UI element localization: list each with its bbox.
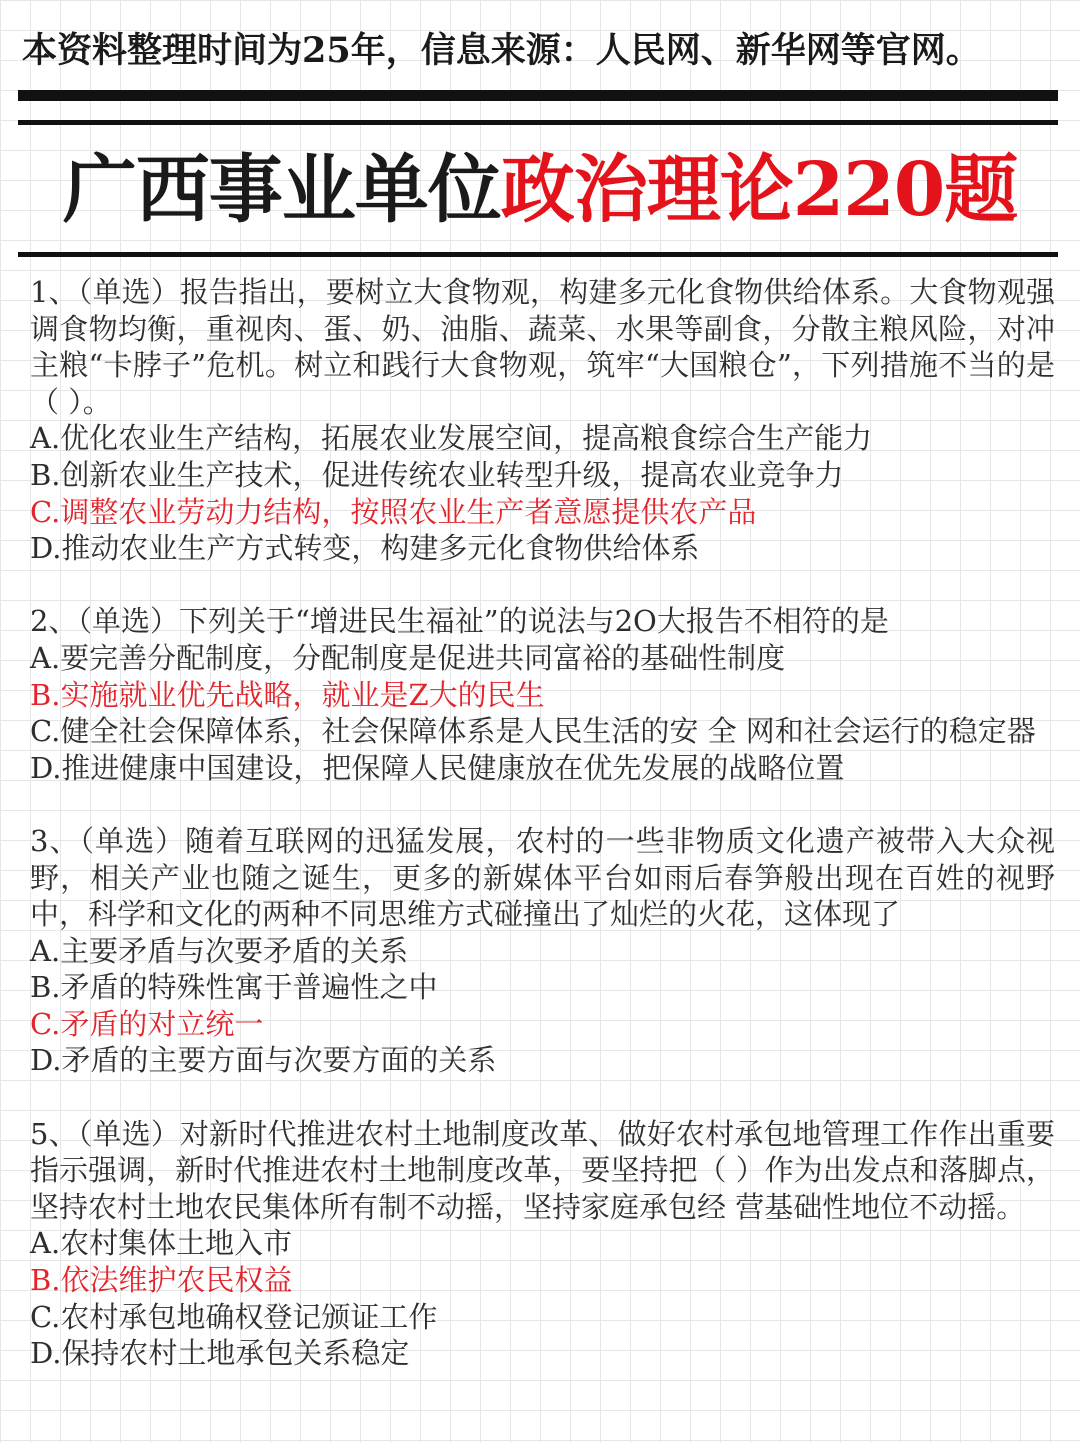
question-5 (30, 1116, 1055, 1372)
question-stem: 2、（单选）下列关于“增进民生福祉”的说法与2O大报告不相符的是 (30, 604, 889, 639)
option-a: A.要完善分配制度，分配制度是促进共同富裕的基础性制度 (30, 640, 786, 675)
question-1 (30, 274, 1055, 567)
option-a: A.主要矛盾与次要矛盾的关系 (30, 933, 409, 968)
option-c: C.农村承包地确权登记颁证工作 (30, 1299, 438, 1334)
title-red-part: 政治理论220题 (500, 147, 1018, 233)
option-a: A.优化农业生产结构，拓展农业发展空间，提高粮食综合生产能力 (30, 421, 873, 456)
page-title (0, 140, 1080, 240)
option-b: B.创新农业生产技术，促进传统农业转型升级，提高农业竞争力 (30, 457, 844, 492)
question-list (30, 274, 1055, 1372)
option-d: D.推进健康中国建设，把保障人民健康放在优先发展的战略位置 (30, 750, 845, 785)
question-stem: 5、（单选）对新时代推进农村土地制度改革、做好农村承包地管理工作作出重要指示强调，新时代推进农村土地制度改革，要坚持把（ ）作为出发点和落脚点，坚持农村土地农民集体所有制不动摇，坚持家庭承包经 营基础性地位不动摇。 (30, 1116, 1055, 1224)
option-b: B.矛盾的特殊性寓于普遍性之中 (30, 970, 438, 1005)
option-d: D.推动农业生产方式转变，构建多元化食物供给体系 (30, 531, 700, 566)
option-b-correct: B.实施就业优先战略，就业是Z大的民生 (30, 677, 545, 712)
option-c-correct: C.调整农业劳动力结构，按照农业生产者意愿提供农产品 (30, 494, 757, 529)
option-b-correct: B.依法维护农民权益 (30, 1263, 293, 1298)
question-stem: 1、（单选）报告指出，要树立大食物观，构建多元化食物供给体系。大食物观强调食物均衡，重视肉、蛋、奶、油脂、蔬菜、水果等副食，分散主粮风险，对冲主粮“卡脖子”危机。树立和践行大食物观，筑牢“大国粮仓”，下列措施不当的是（ ）。 (30, 275, 1055, 419)
thin-divider-bottom (18, 252, 1058, 257)
question-2 (30, 603, 1055, 786)
option-d: D.矛盾的主要方面与次要方面的关系 (30, 1043, 497, 1078)
thin-divider-top (18, 120, 1058, 125)
question-3 (30, 823, 1055, 1079)
source-note: 本资料整理时间为25年，信息来源：人民网、新华网等官网。 (22, 30, 981, 71)
option-a: A.农村集体土地入市 (30, 1226, 293, 1261)
thick-divider (18, 90, 1058, 101)
title-black-part: 广西事业单位 (62, 147, 501, 233)
question-stem: 3、（单选）随着互联网的迅猛发展，农村的一些非物质文化遗产被带入大众视野，相关产业也随之诞生，更多的新媒体平台如雨后春笋般出现在百姓的视野中，科学和文化的两种不同思维方式碰撞出了灿烂的火花，这体现了 (30, 823, 1055, 932)
option-c: C.健全社会保障体系，社会保障体系是人民生活的安 全 网和社会运行的稳定器 (30, 714, 1036, 749)
option-d: D.保持农村土地承包关系稳定 (30, 1336, 410, 1371)
option-c-correct: C.矛盾的对立统一 (30, 1006, 264, 1041)
